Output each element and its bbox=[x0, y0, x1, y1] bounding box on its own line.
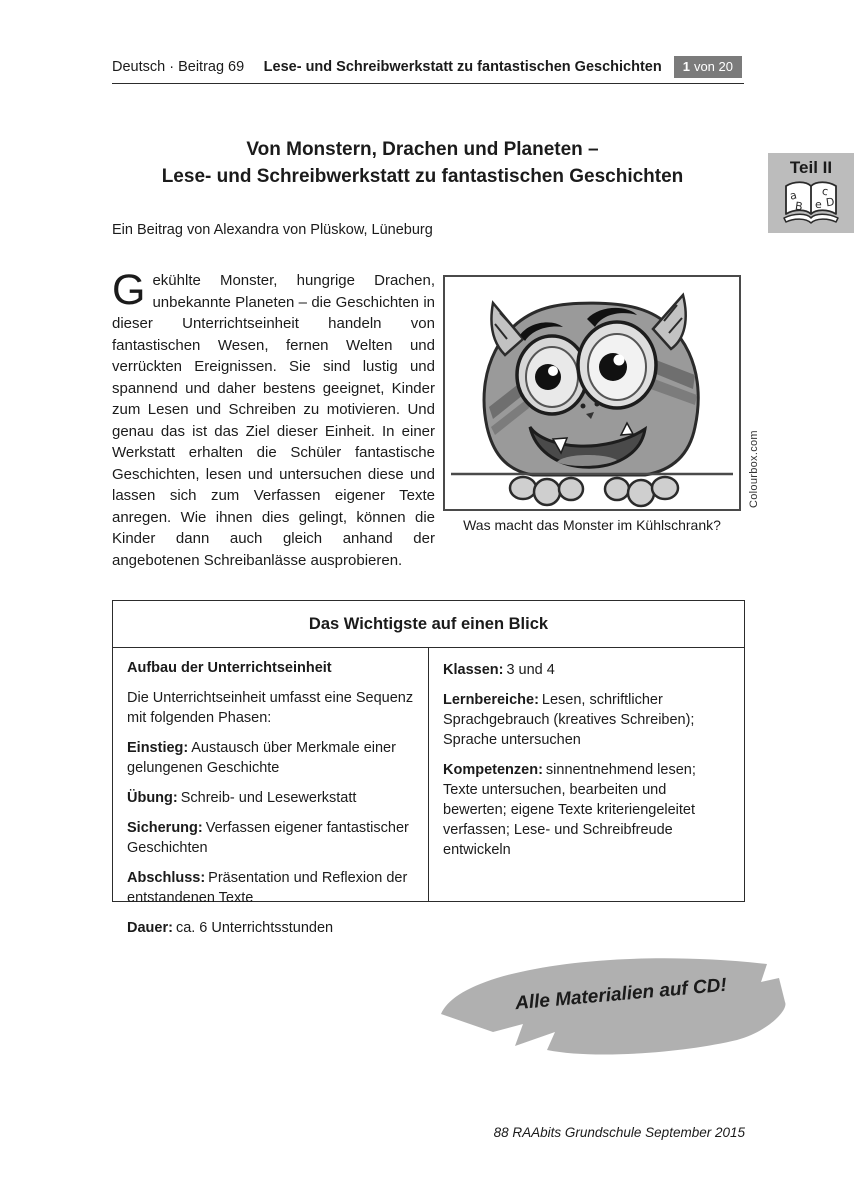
intro-text: ekühlte Monster, hungrige Drachen, unbekannte Planeten – die Geschichten in dieser Unterrichtseinheit handeln von fantastischen Wesen, fernen Welten und verrückten Ereignissen. Sie sind lustig und spannend und daher bestens geeignet, Kinder zum Lesen und Schreiben zu motivieren. Und genau das ist das Ziel dieser Einheit. In einer Werkstatt erhalten die Schüler fantastische Geschichten, lesen und untersuchen diese und lassen sich zum Verfassen eigener Texte anregen. Wie ihnen dies gelingt, können die Kinder dann auch gleich anhand der angebotenen Schreibanlässe ausprobieren. bbox=[112, 272, 435, 569]
overview-item bbox=[127, 788, 414, 808]
overview-left-column bbox=[113, 648, 429, 936]
header-rule bbox=[112, 83, 744, 84]
header-unit-title: Lese- und Schreibwerkstatt zu fantastischen Geschichten bbox=[263, 59, 662, 75]
header-series: Deutsch · Beitrag 69 bbox=[112, 59, 245, 75]
intro-paragraph bbox=[112, 266, 435, 571]
page-title-line1: Von Monstern, Drachen und Planeten – bbox=[246, 139, 599, 160]
page-count-badge bbox=[674, 56, 742, 78]
overview-item bbox=[127, 738, 414, 778]
overview-item-text: Austausch über Merkmale einer gelungenen Geschichte bbox=[127, 740, 396, 776]
monster-figure bbox=[443, 275, 741, 511]
overview-item-label: Klassen: bbox=[443, 662, 504, 678]
book-letter: D bbox=[825, 195, 836, 210]
cd-banner-text: Alle Materialien auf CD! bbox=[514, 974, 728, 1015]
part-tab-teil-2 bbox=[768, 153, 854, 233]
overview-item-label: Abschluss: bbox=[127, 870, 206, 886]
overview-item bbox=[127, 818, 414, 858]
overview-item bbox=[443, 760, 730, 860]
page-title-line2: Lese- und Schreibwerkstatt zu fantastischen Geschichten bbox=[161, 166, 684, 187]
page-title bbox=[90, 136, 755, 190]
overview-item-label: Übung: bbox=[127, 790, 178, 806]
image-credit: Colourbox.com bbox=[748, 430, 760, 508]
overview-item-label: Einstieg: bbox=[127, 740, 189, 756]
overview-item-label: Sicherung: bbox=[127, 820, 203, 836]
book-letter: e bbox=[815, 198, 822, 211]
part-tab-label: Teil II bbox=[789, 158, 833, 177]
overview-item-text: Verfassen eigener fantastischer Geschichten bbox=[127, 820, 409, 856]
overview-box bbox=[112, 600, 745, 936]
open-book-icon bbox=[782, 178, 840, 228]
monster-illustration bbox=[445, 277, 739, 509]
book-letter: a bbox=[788, 188, 798, 203]
overview-item-text: Präsentation und Reflexion der entstandenen Texte bbox=[127, 870, 408, 906]
overview-right-column bbox=[429, 648, 744, 901]
page-footer: 88 RAAbits Grundschule September 2015 bbox=[493, 1125, 745, 1140]
overview-item-label: Kompetenzen: bbox=[443, 762, 543, 778]
overview-item-text: Schreib- und Lesewerkstatt bbox=[180, 790, 357, 806]
overview-item bbox=[127, 918, 414, 938]
page-number: 1 bbox=[682, 59, 690, 74]
page-total: von 20 bbox=[693, 59, 733, 74]
overview-left-heading: Aufbau der Unterrichtseinheit bbox=[127, 660, 332, 676]
overview-left-intro: Die Unterrichtseinheit umfasst eine Sequenz mit folgenden Phasen: bbox=[127, 690, 414, 726]
overview-item-text: sinnentnehmend lesen; Texte untersuchen, bearbeiten und bewerten; eigene Texte kriteriengeleitet verfassen; Lese- und Schreibfreude entwickeln bbox=[443, 762, 696, 858]
drop-cap: G bbox=[112, 266, 146, 314]
book-letter: B bbox=[794, 199, 804, 214]
overview-item bbox=[443, 660, 730, 680]
overview-item-text: Lesen, schriftlicher Sprachgebrauch (kreatives Schreiben); Sprache untersuchen bbox=[443, 692, 695, 748]
overview-item bbox=[443, 690, 730, 750]
book-letter: c bbox=[821, 184, 830, 199]
overview-item-label: Dauer: bbox=[127, 920, 173, 936]
overview-item-text: 3 und 4 bbox=[506, 662, 555, 678]
overview-item-label: Lernbereiche: bbox=[443, 692, 539, 708]
page-header bbox=[112, 56, 742, 78]
overview-item bbox=[127, 868, 414, 908]
overview-item-text: ca. 6 Unterrichtsstunden bbox=[175, 920, 334, 936]
cd-banner bbox=[437, 948, 793, 1064]
figure-caption: Was macht das Monster im Kühlschrank? bbox=[463, 517, 721, 533]
byline: Ein Beitrag von Alexandra von Plüskow, Lüneburg bbox=[112, 222, 433, 238]
overview-title: Das Wichtigste auf einen Blick bbox=[113, 601, 744, 648]
